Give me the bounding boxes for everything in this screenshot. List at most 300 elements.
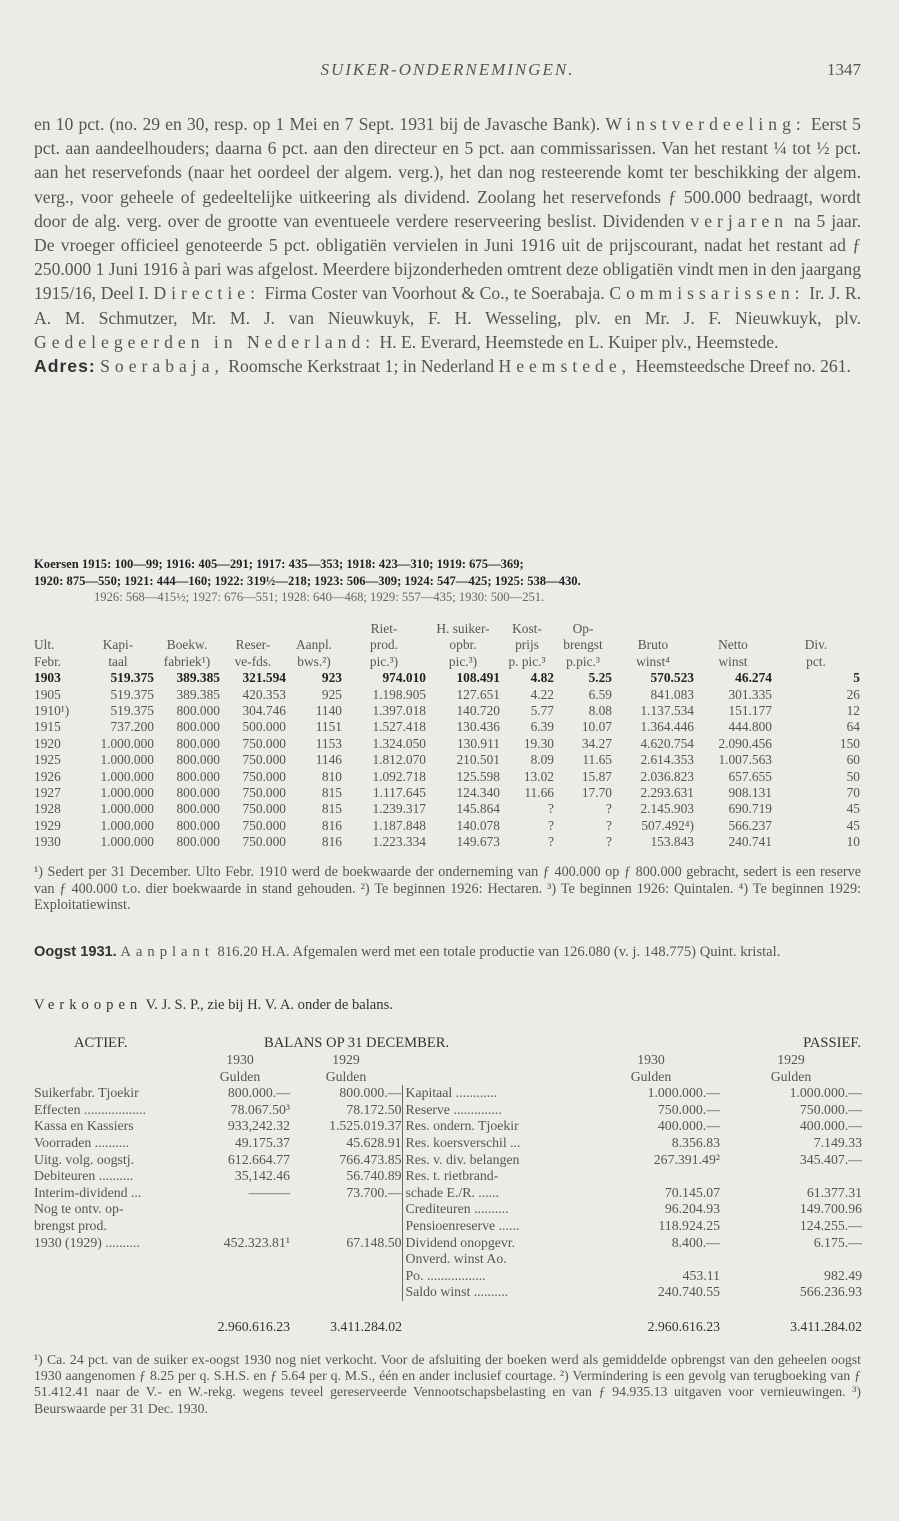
table-cell: 1.137.534 bbox=[640, 703, 694, 719]
year-1930: 1930 bbox=[226, 1052, 254, 1067]
table-cell: 1.812.070 bbox=[372, 752, 426, 768]
table-cell: 750.000 bbox=[242, 768, 286, 784]
balans-amount bbox=[190, 1251, 290, 1268]
directie-label: Directie: bbox=[153, 283, 260, 304]
table-cell: 5.77 bbox=[530, 703, 554, 719]
balans-amount: 766.473.85 bbox=[339, 1151, 402, 1167]
table-cell: 570.523 bbox=[650, 670, 694, 686]
balans-amount: 6.175.— bbox=[813, 1234, 862, 1250]
table-cell: 750.000 bbox=[242, 785, 286, 801]
table-cell: 800.000 bbox=[176, 801, 220, 817]
table-cell: 6.39 bbox=[530, 719, 554, 735]
table-cell: 4.22 bbox=[530, 686, 554, 702]
stats-header-cell: winst bbox=[718, 653, 748, 669]
table-cell: 1903 bbox=[34, 670, 61, 686]
balans-amount: 1.000.000.— bbox=[789, 1085, 862, 1101]
stats-header-cell: Op- bbox=[572, 621, 594, 636]
balans-item: Res. t. rietbrand- bbox=[402, 1168, 582, 1185]
table-cell: 1915 bbox=[34, 719, 61, 735]
table-row bbox=[34, 703, 860, 719]
winst-text: Eerst 5 pct. aan aandeelhouders; daarna 6 pct. aan den directeur en 5 pct. aan commissarissen. Van het restant ¼ tot ½ pct. aan het reservefonds (naar het oordeel der algem. verg.), het dan nog resteerende komt ter beschikking der algem. verg., voor geheele of gedeeltelijke uitkeering als dividend. Zoolang het reservefonds ƒ 500.000 bedraagt, wordt door de alg. verg. over de grootte van eventueele verdere reserveering beslist. Dividenden bbox=[34, 114, 861, 231]
balans-row bbox=[34, 1201, 862, 1218]
table-cell: 1.223.334 bbox=[372, 834, 426, 850]
table-cell: 1140 bbox=[315, 703, 342, 719]
balans-row bbox=[34, 1085, 862, 1102]
unit-label: Gulden bbox=[219, 1068, 261, 1084]
balans-amount: 566.236.93 bbox=[799, 1284, 862, 1300]
adres-street: Roomsche Kerkstraat 1; in Nederland bbox=[223, 356, 499, 377]
balans-item bbox=[34, 1268, 190, 1285]
table-cell: 15.87 bbox=[581, 768, 612, 784]
verjaren-word: verjaren bbox=[690, 210, 789, 231]
balans-amount: 750.000.— bbox=[799, 1101, 862, 1117]
table-cell: 8.09 bbox=[530, 752, 554, 768]
table-cell: 11.66 bbox=[524, 785, 554, 801]
stats-header-cell: brengst bbox=[563, 637, 603, 653]
balans-amount: ——— bbox=[248, 1184, 290, 1200]
table-cell: 1146 bbox=[315, 752, 342, 768]
balans-row bbox=[34, 1284, 862, 1301]
balans-amount: 124.255.— bbox=[799, 1217, 862, 1233]
table-cell: 737.200 bbox=[110, 719, 154, 735]
table-row bbox=[34, 834, 860, 850]
table-cell: 34.27 bbox=[581, 735, 612, 751]
stats-header-cell: Riet- bbox=[370, 621, 398, 636]
balans-item: schade E./R. ...... bbox=[402, 1185, 582, 1202]
balans-item: Res. koersverschil ... bbox=[402, 1135, 582, 1152]
table-cell: 2.614.353 bbox=[640, 752, 694, 768]
table-cell: 2.090.456 bbox=[718, 735, 772, 751]
stats-header-cell bbox=[82, 621, 154, 637]
balans-amount: 452.323.81¹ bbox=[223, 1234, 290, 1250]
koersen-line-2: 1920: 875—550; 1921: 444—160; 1922: 319½—218; 1923: 506—309; 1924: 547—425; 1925: 538—430. bbox=[34, 573, 581, 588]
table-cell: 108.491 bbox=[456, 670, 500, 686]
year-1930: 1930 bbox=[637, 1052, 665, 1067]
table-cell: ? bbox=[606, 817, 612, 833]
balans-amount: 8.356.83 bbox=[671, 1134, 720, 1150]
table-cell: 321.594 bbox=[242, 670, 286, 686]
koersen-line-3: 1926: 568—415½; 1927: 676—551; 1928: 640—468; 1929: 557—435; 1930: 500—251. bbox=[94, 590, 545, 604]
table-cell: 1.117.645 bbox=[372, 785, 426, 801]
stats-header-cell: pct. bbox=[806, 653, 826, 669]
table-cell: 149.673 bbox=[456, 834, 500, 850]
table-cell: 420.353 bbox=[242, 686, 286, 702]
table-cell: 130.436 bbox=[456, 719, 500, 735]
table-cell: 124.340 bbox=[456, 785, 500, 801]
verkoopen-paragraph bbox=[34, 996, 861, 1014]
adres-city: Soerabaja, bbox=[100, 356, 224, 377]
gedelegeerden-label: Gedelegeerden in Nederland: bbox=[34, 331, 376, 352]
table-cell: ? bbox=[548, 834, 554, 850]
commissarissen-label: Commissarissen: bbox=[609, 283, 805, 304]
table-cell: 45 bbox=[846, 817, 860, 833]
running-header bbox=[34, 60, 861, 86]
balans-row bbox=[34, 1268, 862, 1285]
stats-header-cell: opbr. bbox=[449, 637, 477, 653]
stats-header-cell: p.pic.³ bbox=[566, 653, 600, 669]
table-cell: 2.293.631 bbox=[640, 785, 694, 801]
koersen-line-1: Koersen 1915: 100—99; 1916: 405—291; 1917: 435—353; 1918: 423—310; 1919: 675—369; bbox=[34, 557, 524, 571]
stats-header-cell: p. pic.³ bbox=[508, 653, 546, 669]
dividend-line: en 10 pct. (no. 29 en 30, resp. op 1 Mei en 7 Sept. 1931 bij de Javasche Bank). bbox=[34, 114, 601, 134]
balans-amount bbox=[290, 1218, 402, 1235]
table-cell: 1930 bbox=[34, 834, 61, 850]
balans-row bbox=[34, 1218, 862, 1235]
table-row bbox=[34, 801, 860, 817]
table-cell: 810 bbox=[321, 768, 342, 784]
table-row bbox=[34, 818, 860, 834]
table-cell: 1.198.905 bbox=[372, 686, 426, 702]
total-actief-1929: 3.411.284.02 bbox=[330, 1318, 402, 1334]
balans-amount: 750.000.— bbox=[657, 1101, 720, 1117]
table-cell: 140.078 bbox=[456, 817, 500, 833]
balans-item bbox=[34, 1284, 190, 1301]
table-cell: 5 bbox=[853, 670, 860, 686]
balans-item: Voorraden .......... bbox=[34, 1134, 130, 1150]
table-cell: 17.70 bbox=[581, 785, 612, 801]
table-cell: 151.177 bbox=[728, 703, 772, 719]
balans-row bbox=[34, 1185, 862, 1202]
balans-item: Dividend onopgevr. bbox=[402, 1235, 582, 1252]
balans-amount: 400.000.— bbox=[799, 1118, 862, 1134]
table-cell: 1.397.018 bbox=[372, 703, 426, 719]
table-cell: 566.237 bbox=[728, 817, 772, 833]
table-cell: 13.02 bbox=[523, 768, 554, 784]
stats-header-cell: Div. bbox=[804, 637, 828, 653]
stats-header-cell: Netto bbox=[718, 637, 748, 653]
stats-header-cell: Ult. bbox=[34, 637, 55, 653]
balans-amount: 800.000.— bbox=[339, 1085, 402, 1101]
table-cell: 657.655 bbox=[728, 768, 772, 784]
balans-item: brengst prod. bbox=[34, 1217, 107, 1233]
stats-header-cell: taal bbox=[108, 653, 128, 669]
balans-item: Crediteuren .......... bbox=[402, 1201, 582, 1218]
table-cell: 130.911 bbox=[456, 735, 500, 751]
table-cell: 841.083 bbox=[650, 686, 694, 702]
balans-amount: 56.740.89 bbox=[346, 1168, 402, 1184]
table-cell: 11.65 bbox=[582, 752, 612, 768]
table-cell: ? bbox=[548, 817, 554, 833]
table-cell: 1.187.848 bbox=[372, 817, 426, 833]
adres-nl-street: Heemsteedsche Dreef no. 261. bbox=[631, 356, 851, 377]
stats-header-cell bbox=[612, 621, 694, 637]
balans-item: Kapitaal ............ bbox=[402, 1085, 582, 1102]
stats-header-cell: winst⁴ bbox=[636, 653, 670, 669]
stats-header-cell: Reser- bbox=[235, 637, 271, 653]
oogst-label: Oogst 1931. bbox=[34, 944, 117, 960]
table-cell: 444.800 bbox=[728, 719, 772, 735]
table-cell: 304.746 bbox=[242, 703, 286, 719]
stats-header-cell: fabriek¹) bbox=[163, 653, 211, 669]
actief-label: ACTIEF. bbox=[74, 1035, 128, 1051]
table-cell: 210.501 bbox=[456, 752, 500, 768]
balans-amount: 240.740.55 bbox=[657, 1284, 720, 1300]
unit-label: Gulden bbox=[325, 1068, 367, 1084]
table-cell: 800.000 bbox=[176, 785, 220, 801]
balans-item: Reserve .............. bbox=[402, 1102, 582, 1119]
balans-heading bbox=[34, 1035, 861, 1053]
table-cell: 800.000 bbox=[176, 703, 220, 719]
stats-header-cell bbox=[34, 621, 82, 637]
total-actief-1930: 2.960.616.23 bbox=[217, 1318, 290, 1334]
stats-header-cell: Kapi- bbox=[102, 637, 134, 653]
balans-amount: 78.172.50 bbox=[346, 1101, 402, 1117]
balans-item: Interim-dividend ... bbox=[34, 1184, 142, 1200]
balans-amount bbox=[190, 1218, 290, 1235]
stats-header-cell: Febr. bbox=[34, 653, 62, 669]
table-cell: 750.000 bbox=[242, 752, 286, 768]
stats-header-cell bbox=[772, 621, 860, 637]
table-row bbox=[34, 736, 860, 752]
table-cell: 800.000 bbox=[176, 719, 220, 735]
balans-item: Nog te ontv. op- bbox=[34, 1201, 124, 1217]
table-cell: 26 bbox=[846, 686, 860, 702]
table-cell: 1151 bbox=[315, 719, 342, 735]
balans-item: Res. v. div. belangen bbox=[402, 1152, 582, 1169]
table-cell: 690.719 bbox=[728, 801, 772, 817]
table-cell: 519.375 bbox=[110, 670, 154, 686]
stats-header-row bbox=[34, 654, 860, 670]
footnote-table: ¹) Sedert per 31 December. Ulto Febr. 1910 werd de boekwaarde der onderneming van ƒ 400.000 op ƒ 800.000 gebracht, sedert is een reserve van ƒ 400.000 t.o. dier boekwaarde in stand gehouden. ²) Te beginnen 1926: Hectaren. ³) Te beginnen 1926: Quintalen. ⁴) Te beginnen 1929: Exploitatiewinst. bbox=[34, 864, 861, 913]
balans-amount: 7.149.33 bbox=[813, 1134, 862, 1150]
balans-amount: 8.400.— bbox=[671, 1234, 720, 1250]
table-cell: 389.385 bbox=[176, 670, 220, 686]
table-cell: 60 bbox=[846, 752, 860, 768]
footnote-balans: ¹) Ca. 24 pct. van de suiker ex-oogst 1930 nog niet verkocht. Voor de afsluiting der boeken werd als gemiddelde opbrengst van den geheelen oogst 1930 aangenomen ƒ 8.25 per q. S.H.S. en ƒ 5.64 per q. M.S., één en ander inclusief courtage. ²) Vermindering is een gevolg van terugboeking van ƒ 51.412.41 naar de V.- en W.-rekg. wegens teveel gereserveerde Vennootschapsbelasting en van ƒ 94.935.13 uitgaven voor vernieuwingen. ³) Beurswaarde per 31 Dec. 1930. bbox=[34, 1352, 861, 1416]
table-cell: 1.000.000 bbox=[100, 768, 154, 784]
balans-amount bbox=[290, 1201, 402, 1218]
table-cell: 500.000 bbox=[242, 719, 286, 735]
balans-amount: 612.664.77 bbox=[227, 1151, 290, 1167]
year-1929: 1929 bbox=[777, 1052, 805, 1067]
table-cell: 1.527.418 bbox=[372, 719, 426, 735]
table-cell: 6.59 bbox=[588, 686, 612, 702]
stats-header-cell bbox=[286, 621, 342, 637]
table-cell: 908.131 bbox=[728, 785, 772, 801]
table-cell: 1928 bbox=[34, 801, 61, 817]
balans-amount: 49.175.37 bbox=[234, 1134, 290, 1150]
total-passief-1930: 2.960.616.23 bbox=[647, 1318, 720, 1334]
stats-header-cell: Boekw. bbox=[166, 637, 208, 653]
stats-header-cell: prod. bbox=[370, 637, 398, 653]
balans-amount bbox=[290, 1268, 402, 1285]
table-cell: 8.08 bbox=[588, 703, 612, 719]
verkoopen-label: Verkoopen bbox=[34, 997, 143, 1013]
table-cell: 389.385 bbox=[176, 686, 220, 702]
table-cell: 1920 bbox=[34, 735, 61, 751]
balans-amount: 70.145.07 bbox=[664, 1184, 720, 1200]
balans-item: Saldo winst .......... bbox=[402, 1284, 582, 1301]
oogst-paragraph bbox=[34, 944, 861, 961]
stats-header-cell: Aanpl. bbox=[295, 637, 333, 653]
table-row bbox=[34, 752, 860, 768]
balans-row bbox=[34, 1152, 862, 1169]
table-cell: 1.364.446 bbox=[640, 719, 694, 735]
page-number: 1347 bbox=[827, 60, 861, 79]
stats-header-cell: bws.²) bbox=[297, 653, 331, 669]
stats-header-cell bbox=[154, 621, 220, 637]
table-cell: 4.82 bbox=[530, 670, 554, 686]
unit-label: Gulden bbox=[770, 1068, 812, 1084]
table-cell: 1925 bbox=[34, 752, 61, 768]
table-cell: 519.375 bbox=[110, 686, 154, 702]
table-cell: 1.324.050 bbox=[372, 735, 426, 751]
balans-item: Effecten .................. bbox=[34, 1101, 147, 1117]
stats-header-cell: Kost- bbox=[512, 621, 542, 636]
balans-amount: 345.407.— bbox=[799, 1151, 862, 1167]
table-cell: 507.492⁴) bbox=[641, 817, 694, 833]
balans-amount: 400.000.— bbox=[657, 1118, 720, 1134]
table-cell: 1.000.000 bbox=[100, 752, 154, 768]
stats-header-cell: ve-fds. bbox=[234, 653, 272, 669]
balans-title: BALANS OP 31 DECEMBER. bbox=[264, 1035, 450, 1051]
adres-nl-city: Heemstede, bbox=[498, 356, 632, 377]
stats-header-cell: pic.³) bbox=[369, 653, 399, 669]
stats-header-row bbox=[34, 621, 860, 637]
balans-item: Onverd. winst Ao. bbox=[402, 1251, 582, 1268]
table-row bbox=[34, 785, 860, 801]
table-cell: 1.007.563 bbox=[718, 752, 772, 768]
table-cell: 800.000 bbox=[176, 817, 220, 833]
table-cell: 1926 bbox=[34, 768, 61, 784]
table-cell: 1927 bbox=[34, 785, 61, 801]
stats-header-row bbox=[34, 637, 860, 653]
winstverdeeling-label: Winstverdeeling: bbox=[605, 114, 806, 134]
balans-amount: 1.000.000.— bbox=[647, 1085, 720, 1101]
balans-table bbox=[34, 1052, 862, 1336]
total-passief-1929: 3.411.284.02 bbox=[790, 1318, 862, 1334]
table-cell: 1.239.317 bbox=[372, 801, 426, 817]
table-cell: 12 bbox=[846, 703, 860, 719]
table-cell: 750.000 bbox=[242, 817, 286, 833]
table-row bbox=[34, 719, 860, 735]
table-cell: 1905 bbox=[34, 686, 61, 702]
table-cell: ? bbox=[548, 801, 554, 817]
table-cell: 1.000.000 bbox=[100, 834, 154, 850]
table-cell: 1.000.000 bbox=[100, 801, 154, 817]
balans-item bbox=[34, 1251, 190, 1268]
table-cell: 816 bbox=[321, 834, 342, 850]
table-cell: 816 bbox=[321, 817, 342, 833]
table-cell: 64 bbox=[846, 719, 860, 735]
table-row bbox=[34, 670, 860, 686]
table-cell: 750.000 bbox=[242, 801, 286, 817]
balans-year-row bbox=[34, 1052, 862, 1069]
table-cell: 1.092.718 bbox=[372, 768, 426, 784]
table-cell: 1.000.000 bbox=[100, 785, 154, 801]
balans-amount: 118.924.25 bbox=[658, 1217, 720, 1233]
table-cell: 4.620.754 bbox=[640, 735, 694, 751]
stats-header-cell: pic.³) bbox=[448, 653, 478, 669]
table-cell: 10 bbox=[846, 834, 860, 850]
year-1929: 1929 bbox=[332, 1052, 360, 1067]
balans-row bbox=[34, 1168, 862, 1185]
balans-amount bbox=[190, 1268, 290, 1285]
table-cell: ? bbox=[606, 834, 612, 850]
balans-item: 1930 (1929) .......... bbox=[34, 1234, 140, 1250]
table-cell: 70 bbox=[846, 785, 860, 801]
passief-label: PASSIEF. bbox=[803, 1035, 861, 1051]
table-cell: 50 bbox=[846, 768, 860, 784]
table-cell: 750.000 bbox=[242, 834, 286, 850]
body-paragraph bbox=[34, 112, 861, 354]
balans-item: Uitg. volg. oogstj. bbox=[34, 1151, 135, 1167]
obligaties-text: na 5 jaar. De vroeger officieel genoteerde 5 pct. obligatiën vervielen in Juni 1916 uit de prijscourant, nadat het restant ad ƒ 250.000 1 Juni 1916 à pari was afgelost. Meerdere bijzonderheden omtrent deze obligatiën vindt men in den jaargang 1915/16, Deel I. bbox=[34, 210, 861, 304]
balans-item: Debiteuren .......... bbox=[34, 1168, 134, 1184]
table-cell: 2.145.903 bbox=[640, 801, 694, 817]
balans-amount: 61.377.31 bbox=[806, 1184, 862, 1200]
balans-row bbox=[34, 1235, 862, 1252]
table-cell: 815 bbox=[321, 801, 342, 817]
balans-amount: 35,142.46 bbox=[234, 1168, 290, 1184]
stats-header-cell: prijs bbox=[515, 637, 539, 653]
balans-amount bbox=[720, 1168, 862, 1185]
balans-total-row bbox=[34, 1301, 862, 1336]
body-text bbox=[34, 112, 861, 378]
table-cell: 19.30 bbox=[523, 735, 554, 751]
adres-label: Adres: bbox=[34, 356, 96, 377]
table-cell: ? bbox=[606, 801, 612, 817]
balans-amount bbox=[582, 1168, 720, 1185]
balans-item: Kassa en Kassiers bbox=[34, 1118, 134, 1134]
table-cell: 145.864 bbox=[456, 801, 500, 817]
balans-amount bbox=[190, 1201, 290, 1218]
table-cell: 1929 bbox=[34, 817, 61, 833]
table-cell: 519.375 bbox=[110, 703, 154, 719]
balans-amount: 800.000.— bbox=[227, 1085, 290, 1101]
table-cell: 140.720 bbox=[456, 703, 500, 719]
commissarissen-text: Ir. J. R. A. M. Schmutzer, Mr. M. J. van Nieuwkuyk, F. H. Wesseling, plv. en Mr. J. F. Nieuwkuyk, plv. bbox=[34, 283, 861, 328]
balans-amount bbox=[582, 1251, 720, 1268]
balans-item: Pensioenreserve ...... bbox=[402, 1218, 582, 1235]
page-title: SUIKER-ONDERNEMINGEN. bbox=[320, 60, 575, 79]
unit-label: Gulden bbox=[630, 1068, 672, 1084]
table-cell: 127.651 bbox=[456, 686, 500, 702]
balans-item: Suikerfabr. Tjoekir bbox=[34, 1085, 139, 1101]
balans-row bbox=[34, 1118, 862, 1135]
table-row bbox=[34, 769, 860, 785]
table-cell: 2.036.823 bbox=[640, 768, 694, 784]
balans-amount: 982.49 bbox=[824, 1267, 862, 1283]
table-cell: 1.000.000 bbox=[100, 735, 154, 751]
table-cell: 1.000.000 bbox=[100, 817, 154, 833]
table-cell: 240.741 bbox=[728, 834, 772, 850]
table-cell: 800.000 bbox=[176, 768, 220, 784]
balans-amount: 149.700.96 bbox=[799, 1201, 862, 1217]
balans-amount bbox=[720, 1251, 862, 1268]
balans-amount bbox=[290, 1284, 402, 1301]
table-cell: 45 bbox=[846, 801, 860, 817]
balans-amount: 1.525.019.37 bbox=[329, 1118, 402, 1134]
table-cell: 815 bbox=[321, 785, 342, 801]
table-cell: 923 bbox=[321, 670, 342, 686]
balans-item: Res. ondern. Tjoekir bbox=[402, 1118, 582, 1135]
table-cell: 1910¹) bbox=[34, 703, 70, 719]
table-row bbox=[34, 687, 860, 703]
balans-amount: 78.067.50³ bbox=[230, 1101, 290, 1117]
directie-text: Firma Coster van Voorhout & Co., te Soerabaja. bbox=[259, 283, 610, 304]
table-cell: 750.000 bbox=[242, 735, 286, 751]
table-cell: 301.335 bbox=[728, 686, 772, 702]
verkoopen-text: V. J. S. P., zie bij H. V. A. onder de balans. bbox=[142, 997, 393, 1013]
table-cell: 925 bbox=[321, 686, 342, 702]
adres-paragraph bbox=[34, 354, 861, 378]
table-cell: 800.000 bbox=[176, 735, 220, 751]
balans-amount: 96.204.93 bbox=[664, 1201, 720, 1217]
balans-amount: 73.700.— bbox=[346, 1184, 402, 1200]
balans-amount bbox=[190, 1284, 290, 1301]
table-cell: 800.000 bbox=[176, 834, 220, 850]
